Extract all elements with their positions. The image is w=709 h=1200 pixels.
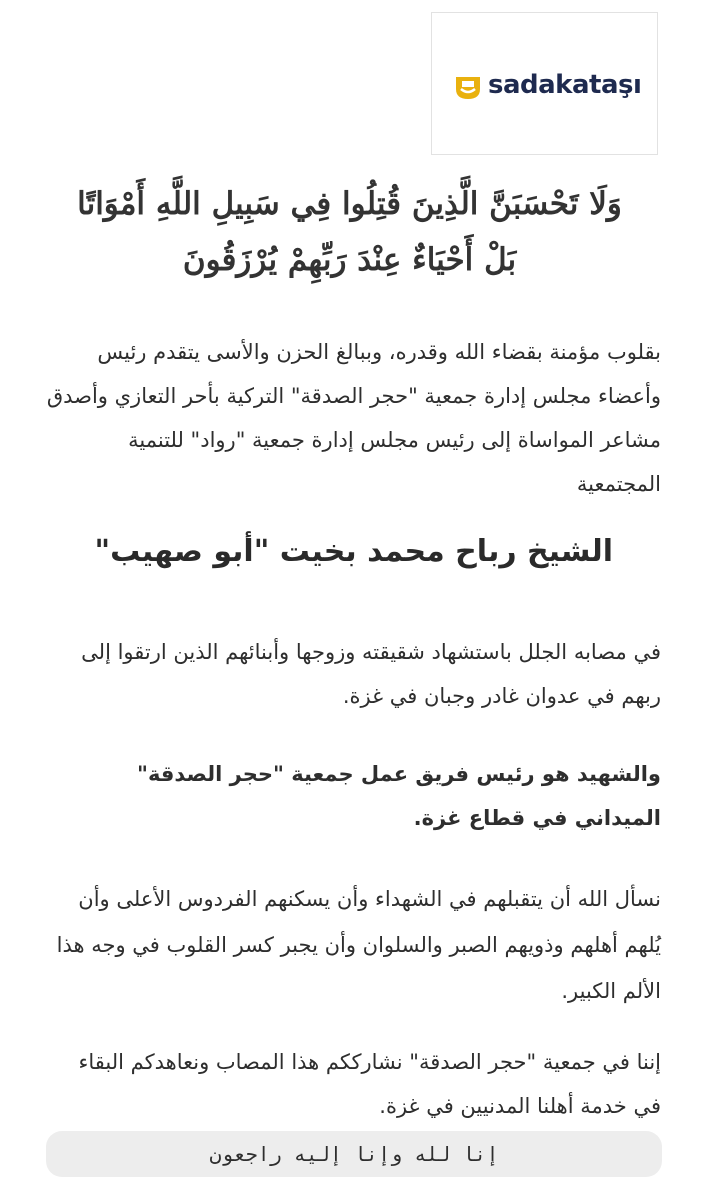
condolence-paragraph: في مصابه الجلل باستشهاد شقيقته وزوجها وأبنائهم الذين ارتقوا إلى ربهم في عدوان غادر وجبان في غزة. (81, 640, 661, 708)
honoree-name: الشيخ رباح محمد بخيت "أبو صهيب" (94, 534, 613, 569)
logo-text: sadakataşı (488, 70, 642, 100)
verse-line-2: بَلْ أَحْيَاءٌ عِنْدَ رَبِّهِمْ يُرْزَقُونَ (182, 242, 517, 278)
quran-verse (50, 176, 649, 288)
logo-container (431, 12, 658, 155)
martyr-paragraph: والشهيد هو رئيس فريق عمل جمعية "حجر الصدقة" الميداني في قطاع غزة. (137, 762, 661, 830)
footer-text: إنا لله وإنا إليه راجعون (209, 1142, 499, 1166)
verse-line-1: وَلَا تَحْسَبَنَّ الَّذِينَ قُتِلُوا فِي سَبِيلِ اللَّهِ أَمْوَاتًا (77, 186, 622, 222)
closing-paragraph: إننا في جمعية "حجر الصدقة" نشارككم هذا المصاب ونعاهدكم البقاء في خدمة أهلنا المدنيين في غزة. (78, 1050, 661, 1118)
stone-bowl-icon (454, 69, 482, 101)
footer-bar (46, 1131, 662, 1177)
intro-paragraph: بقلوب مؤمنة بقضاء الله وقدره، وببالغ الحزن والأسى يتقدم رئيس وأعضاء مجلس إدارة جمعية "حجر الصدقة" التركية بأحر التعازي وأصدق مشاعر المواساة إلى رئيس مجلس إدارة جمعية "رواد" للتنمية المجتمعية (46, 340, 661, 496)
sadakatasi-logo (454, 69, 641, 101)
prayer-paragraph: نسأل الله أن يتقبلهم في الشهداء وأن يسكنهم الفردوس الأعلى وأن يُلهم أهلهم وذويهم الصبر والسلوان وأن يجبر كسر القلوب في وجه هذا الألم الكبير. (56, 887, 661, 1003)
